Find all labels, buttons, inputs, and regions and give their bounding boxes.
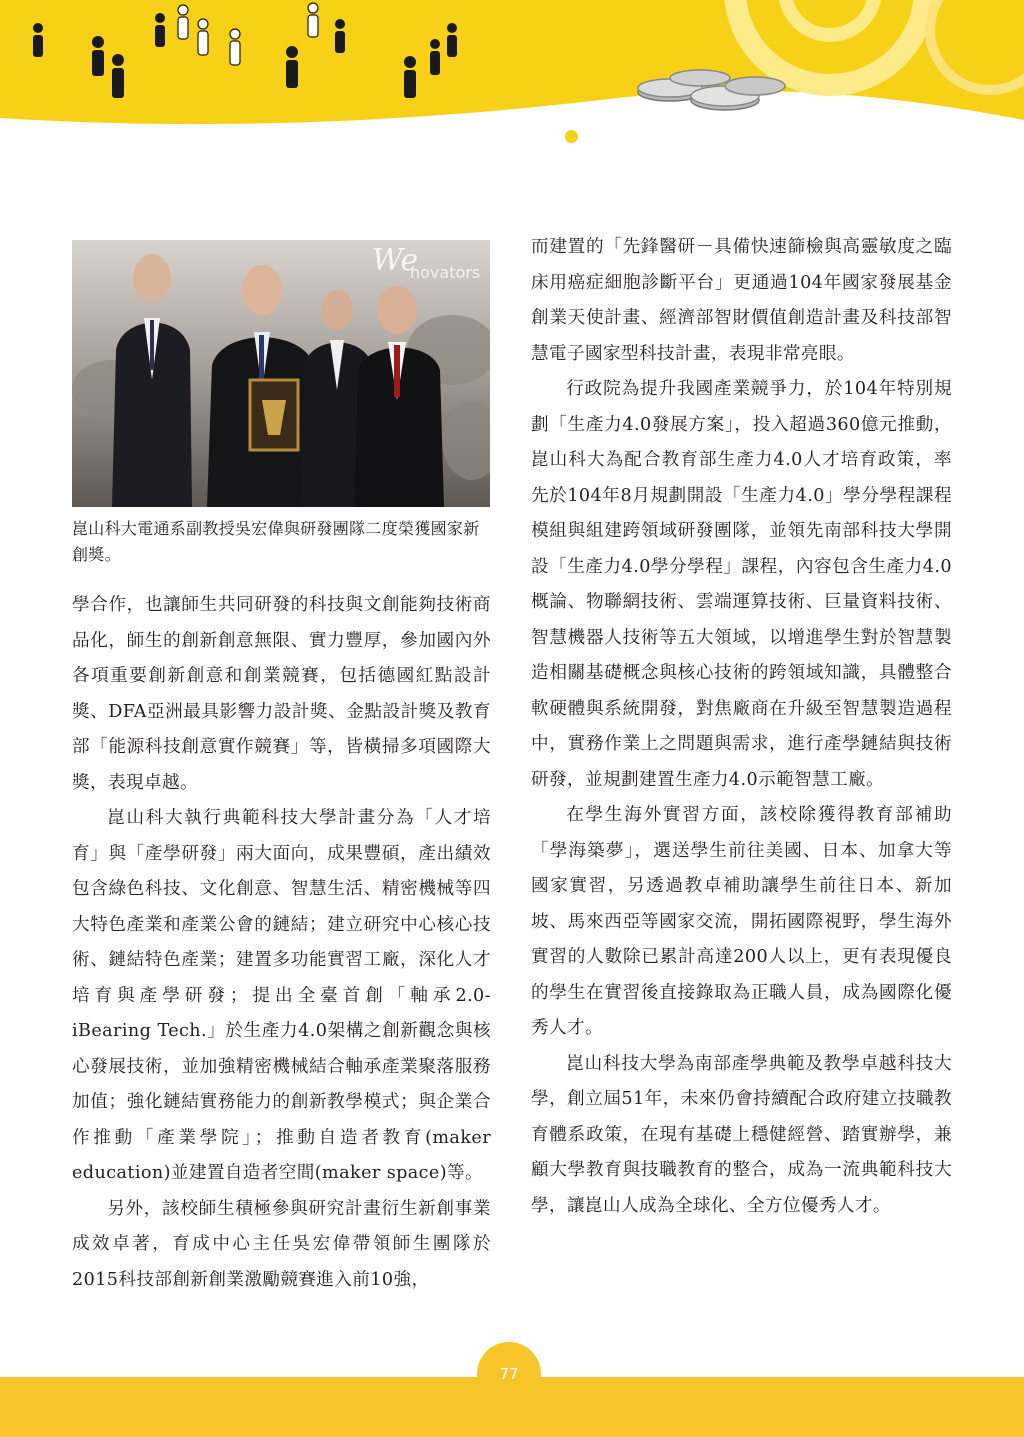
people-figures-decoration	[0, 0, 480, 128]
paragraph: 而建置的「先鋒醫研－具備快速篩檢與高靈敏度之臨床用癌症細胞診斷平台」更通過104年國家發展基金創業天使計畫、經濟部智財價值創造計畫及科技部智慧電子國家型科技計畫，表現非常亮眼。	[531, 237, 952, 364]
paragraph: 另外，該校師生積極參與研究計畫衍生新創事業成效卓著，育成中心主任吳宏偉帶領師生團隊於2015科技部創新創業激勵競賽進入前10強，	[72, 1198, 491, 1290]
photo-banner-text-2: novators	[410, 263, 481, 282]
paragraph: 崑山科技大學為南部產學典範及教學卓越科技大學，創立屆51年，未來仍會持續配合政府建立技職教育體系政策，在現有基礎上穩健經營、踏實辦學，兼顧大學教育與技職教育的整合，成為一流典範科技大學，讓崑山人成為全球化、全方位優秀人才。	[531, 1053, 952, 1216]
article-column-right	[531, 230, 952, 1224]
paragraph: 學合作，也讓師生共同研發的科技與文創能夠技術商品化，師生的創新創意無限、實力豐厚，參加國內外各項重要創新創意和創業競賽，包括德國紅點設計獎、DFA亞洲最具影響力設計獎、金點設計獎及教育部「能源科技創意實作競賽」等，皆橫掃多項國際大獎，表現卓越。	[72, 595, 491, 793]
paragraph: 行政院為提升我國產業競爭力，於104年特別規劃「生產力4.0發展方案」，投入超過360億元推動，崑山科大為配合教育部生產力4.0人才培育政策，率先於104年8月規劃開設「生產力4.0」學分學程課程模組與組建跨領域研發團隊，並領先南部科技大學開設「生產力4.0學分學程」課程，內容包含生產力4.0概論、物聯網技術、雲端運算技術、巨量資料技術、智慧機器人技術等五大領域，以增進學生對於智慧製造相關基礎概念與核心技術的跨領域知識，具體整合軟硬體與系統開發，對焦廠商在升級至智慧製造過程中，實務作業上之問題與需求，進行產學鏈結與技術研發，並規劃建置生產力4.0示範智慧工廠。	[531, 379, 952, 790]
header-banner	[0, 0, 1024, 128]
person-silhouettes	[112, 254, 444, 507]
photo-caption: 崑山科大電通系副教授吳宏偉與研發團隊二度榮獲國家新創獎。	[72, 519, 480, 564]
article-column-left	[72, 588, 491, 1298]
paragraph: 崑山科大執行典範科技大學計畫分為「人才培育」與「產學研發」兩大面向，成果豐碩，產出績效包含綠色科技、文化創意、智慧生活、精密機械等四大特色產業和產業公會的鏈結；建立研究中心核心技術、鏈結特色產業；建置多功能實習工廠，深化人才培育與產學研發；提出全臺首創「軸承2.0- iBearing Tech.」於生產力4.0架構之創新觀念與核心發展技術，並加強精密機械結合軸承產業聚落服務加值；強化鏈結實務能力的創新教學模式；與企業合作推動「產業學院」；推動自造者教育(maker education)並建置自造者空間(maker space)等。	[72, 808, 491, 1183]
page-number: 77	[499, 1365, 519, 1383]
page-number-badge	[477, 1342, 541, 1406]
paragraph: 在學生海外實習方面，該校除獲得教育部補助「學海築夢」，選送學生前往美國、日本、加拿大等國家實習，另透過教卓補助讓學生前往日本、新加坡、馬來西亞等國家交流，開拓國際視野，學生海外實習的人數除已累計高達200人以上，更有表現優良的學生在實習後直接錄取為正職人員，成為國際化優秀人才。	[531, 805, 952, 1038]
photo-banner-text: We	[372, 243, 419, 278]
accent-dot	[565, 130, 578, 143]
award-photo	[72, 240, 490, 507]
